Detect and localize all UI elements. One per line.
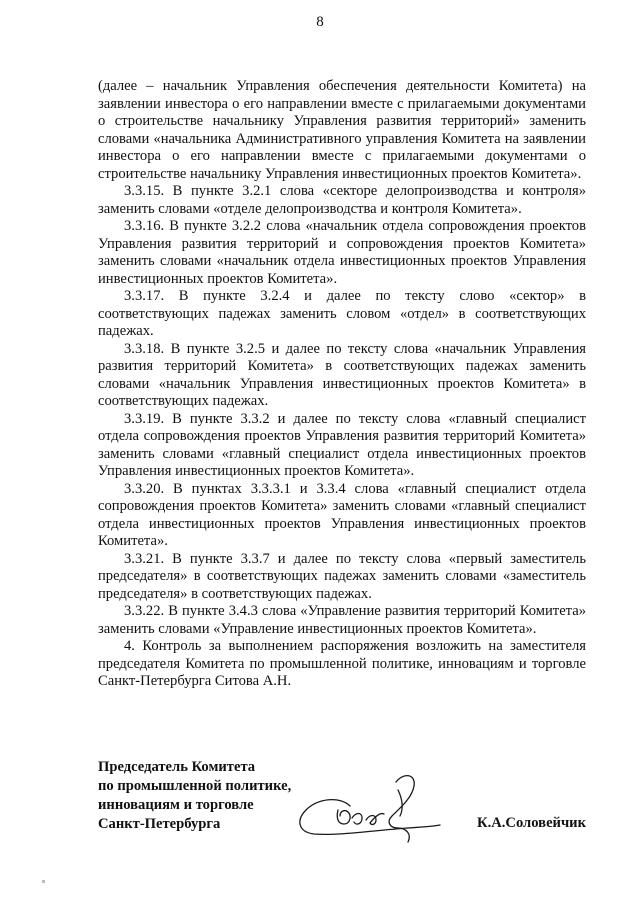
paragraph-3-3-20: 3.3.20. В пунктах 3.3.3.1 и 3.3.4 слова «главный специалист отдела сопровождения проектов Комитета» заменить словами «главный специалист отдела инвестиционных проектов Управления инвестиционных проектов Комитета».	[98, 480, 586, 549]
signatory-title	[98, 758, 291, 834]
paragraph-continuation: (далее – начальник Управления обеспечения деятельности Комитета) на заявлении инвестора о его направлении вместе с прилагаемыми документами о строительстве начальнику Управления развития территорий» заменить словами «начальника Административного управления Комитета на заявлении инвестора о его направлении вместе с прилагаемыми документами о строительстве начальнику Управления инвестиционных проектов Комитета».	[98, 78, 586, 182]
paragraph-3-3-19: 3.3.19. В пункте 3.3.2 и далее по тексту слова «главный специалист отдела сопровождения проектов Управления развития территорий Комитета» заменить словами «главный специалист отдела инвестиционных проектов Управления инвестиционных проектов Комитета».	[98, 410, 586, 479]
paragraph-3-3-21: 3.3.21. В пункте 3.3.7 и далее по тексту слова «первый заместитель председателя» в соответствующих падежах заменить словами «заместитель председателя» в соответствующих падежах.	[98, 550, 586, 602]
signatory-title-line: инновациям и торговле	[98, 797, 254, 813]
signatory-name: К.А.Соловейчик	[477, 815, 586, 831]
paragraph-3-3-18: 3.3.18. В пункте 3.2.5 и далее по тексту слова «начальник Управления развития территорий Комитета» в соответствующих падежах заменить словами «начальник Управления инвестиционных проектов Комитета» в соответствующих падежах.	[98, 340, 586, 409]
paragraph-3-3-17: 3.3.17. В пункте 3.2.4 и далее по тексту слово «сектор» в соответствующих падежах заменить словом «отдел» в соответствующих падежах.	[98, 288, 586, 339]
handwritten-signature	[288, 768, 448, 848]
signature-block	[98, 758, 586, 848]
scan-artifact-dot	[42, 880, 45, 883]
signatory-title-line: по промышленной политике,	[98, 778, 292, 794]
page-number: 8	[316, 14, 324, 30]
paragraph-3-3-16: 3.3.16. В пункте 3.2.2 слова «начальник отдела сопровождения проектов Управления развития территорий и сопровождения проектов Комитета» заменить словами «начальник отдела инвестиционных проектов Управления инвестиционных проектов Комитета».	[98, 218, 586, 287]
signatory-title-line: Председатель Комитета	[98, 759, 256, 775]
paragraph-3-3-15: 3.3.15. В пункте 3.2.1 слова «секторе делопроизводства и контроля» заменить словами «отделе делопроизводства и контроля Комитета».	[98, 183, 586, 217]
signatory-title-line: Санкт-Петербурга	[98, 816, 221, 832]
document-body	[98, 78, 586, 691]
paragraph-3-3-22: 3.3.22. В пункте 3.4.3 слова «Управление развития территорий Комитета» заменить словами «Управление инвестиционных проектов Комитета».	[98, 603, 586, 637]
paragraph-4: 4. Контроль за выполнением распоряжения возложить на заместителя председателя Комитета по промышленной политике, инновациям и торговле Санкт-Петербурга Ситова А.Н.	[98, 638, 586, 689]
